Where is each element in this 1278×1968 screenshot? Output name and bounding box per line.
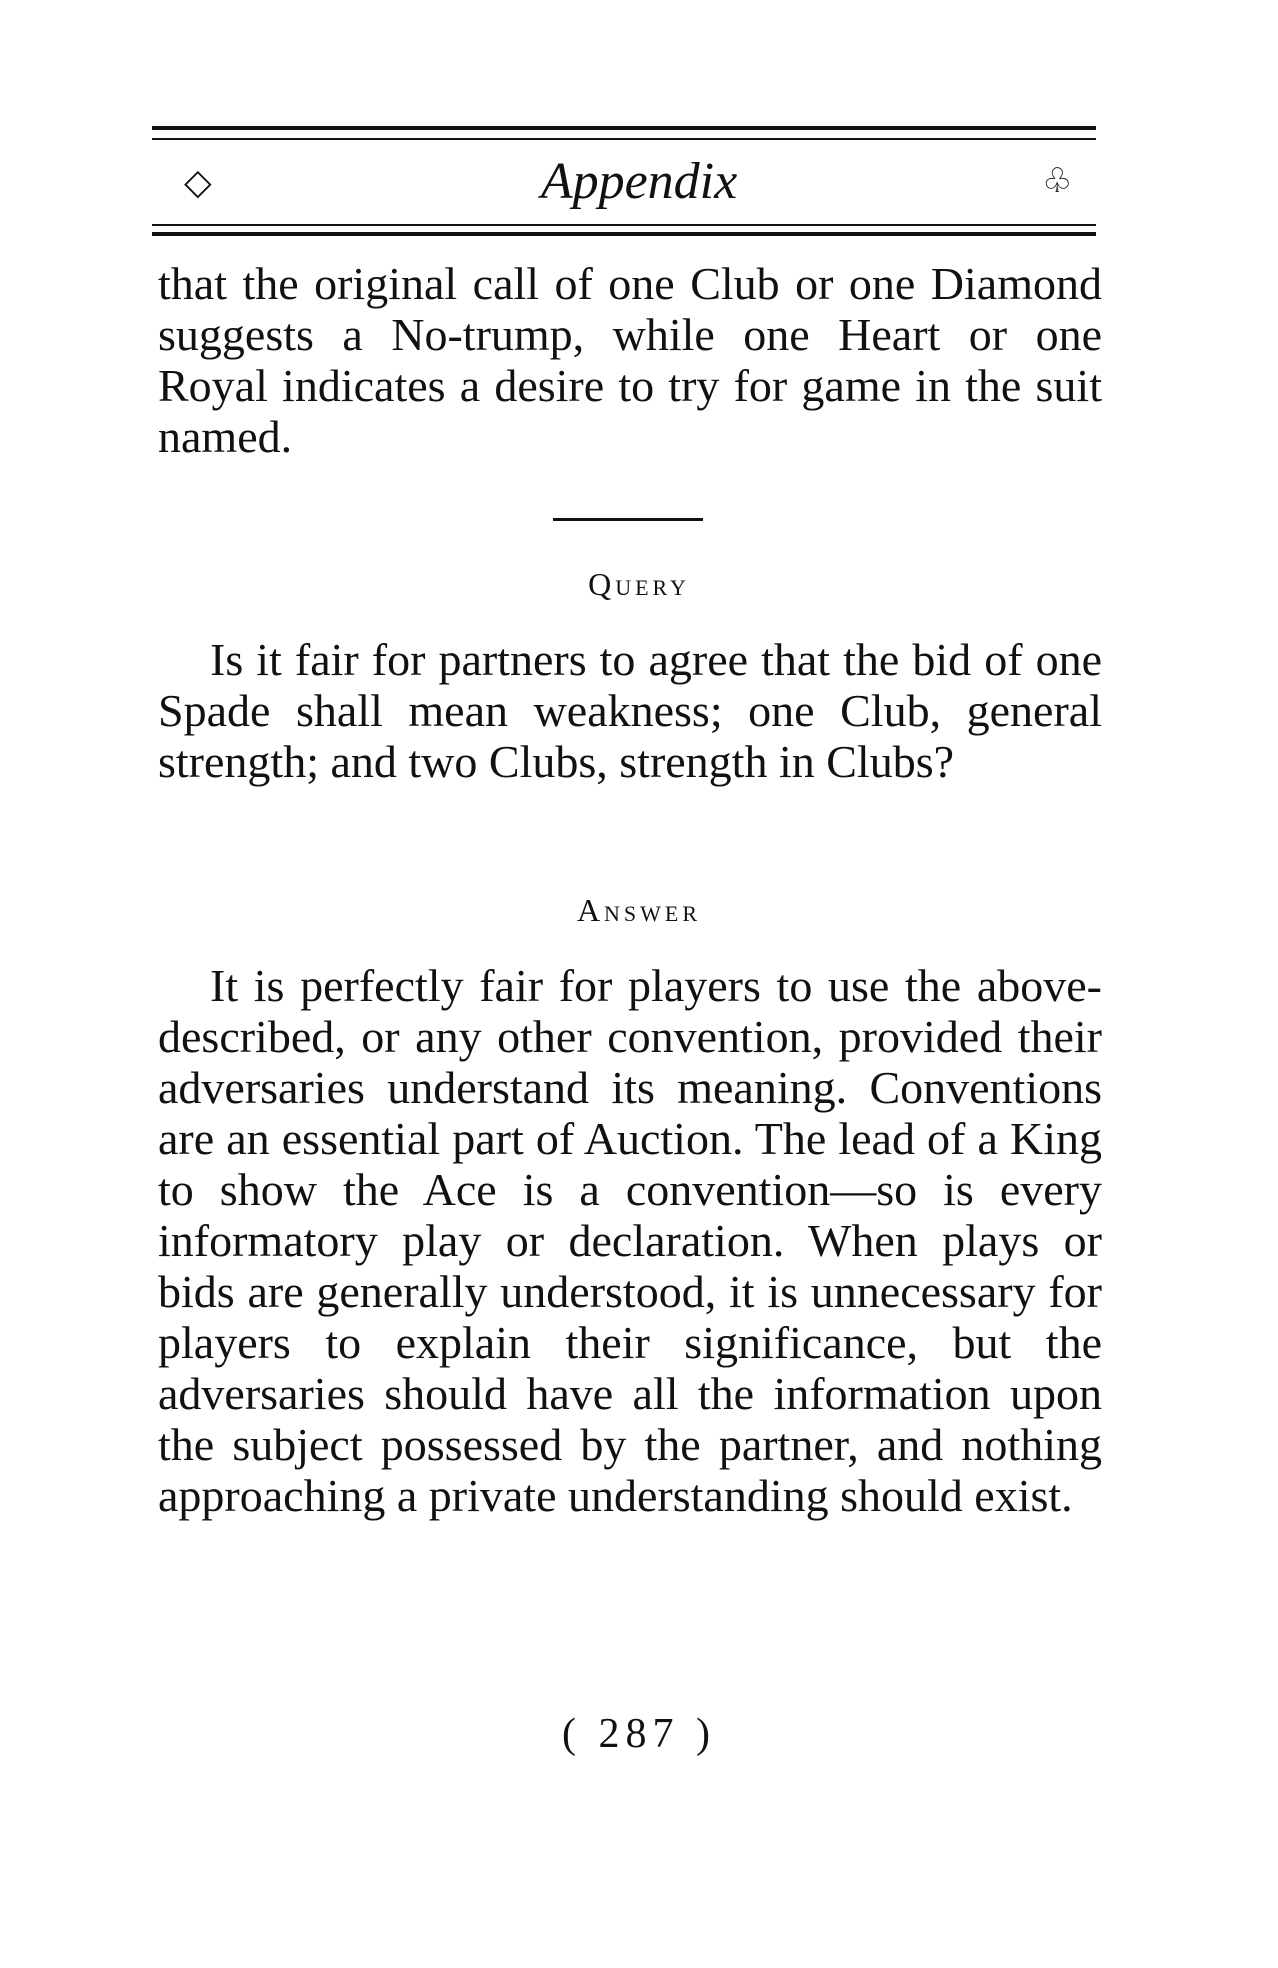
header-rule-bottom-thin (152, 224, 1096, 226)
header-rule-top-thin (152, 138, 1096, 140)
section-separator (553, 518, 703, 521)
answer-paragraph: It is perfectly fair for players to use the above-described, or any other convention, provided their adversaries understand its meaning. Conventions are an essential part of Auction. The lead of a King to show the Ace is a convention—so is every informatory play or declaration. When plays or bids are generally understood, it is unnecessary for players to explain their significance, but the adversaries should have all the information upon the subject possessed by the partner, and nothing approaching a private understanding should exist. (158, 960, 1102, 1521)
query-heading: Query (588, 566, 690, 602)
running-head-title: Appendix (540, 153, 738, 210)
diamond-icon: ◇ (184, 162, 212, 202)
header-rule-top-thick (152, 126, 1096, 130)
answer-heading: Answer (576, 892, 702, 928)
intro-paragraph: that the original call of one Club or one Diamond suggests a No-trump, while one Heart or one Royal indicates a desire to try for game in the suit named. (158, 258, 1102, 462)
club-icon: ♧ (1042, 163, 1073, 200)
header-rule-bottom-thick (152, 232, 1096, 236)
page-number: ( 287 ) (562, 1711, 716, 1757)
query-paragraph: Is it fair for partners to agree that the bid of one Spade shall mean weakness; one Club, general strength; and two Clubs, strength in Clubs? (158, 634, 1102, 787)
